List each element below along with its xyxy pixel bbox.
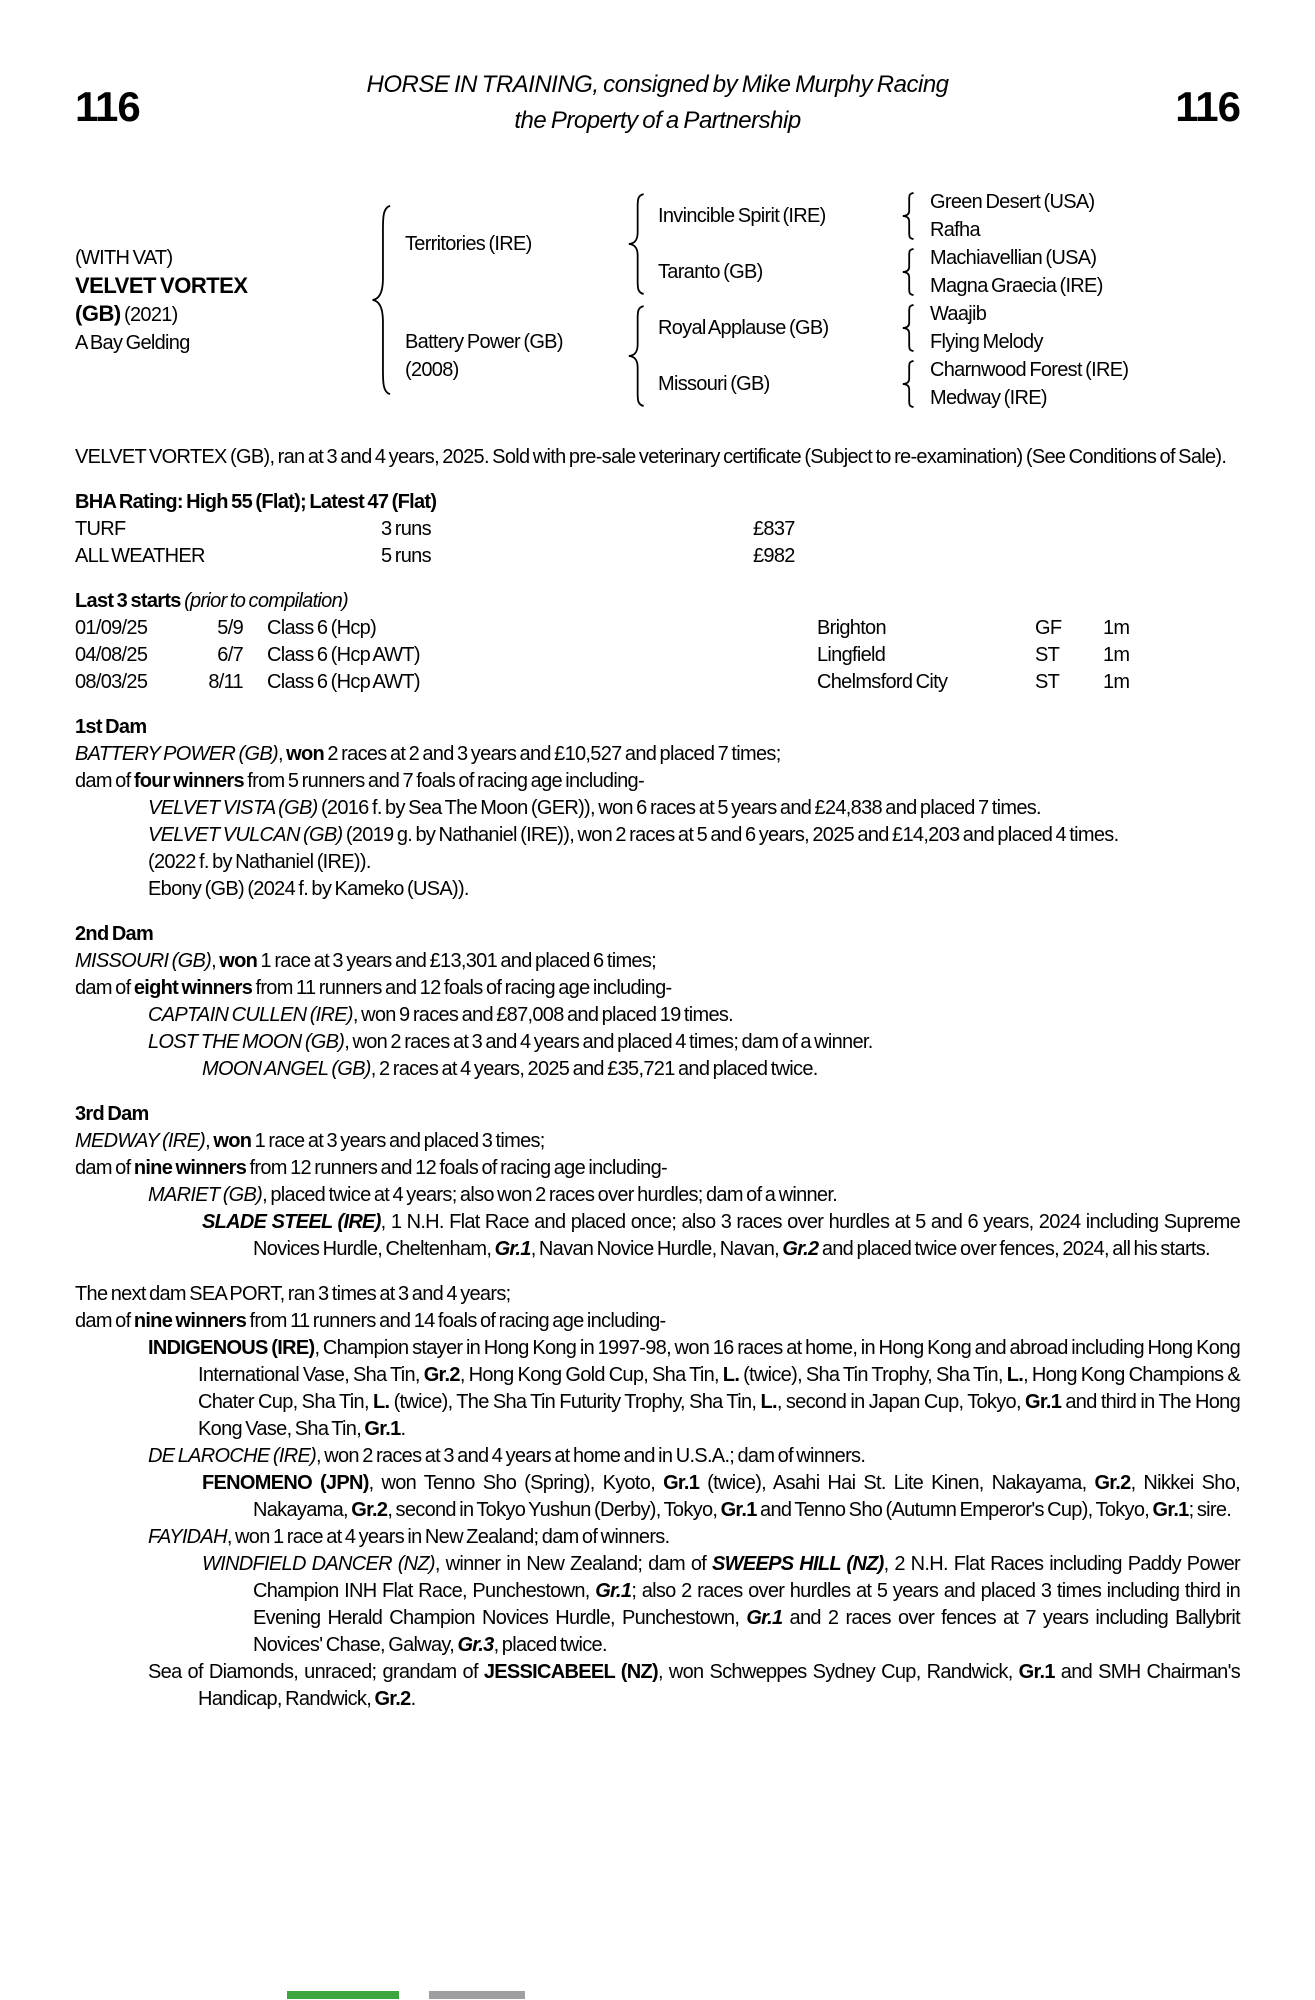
lot-details — [75, 244, 368, 357]
page-header — [75, 60, 1240, 136]
second-dam-heading: 2nd Dam — [75, 923, 154, 945]
progeny-entry: WINDFIELD DANCER (NZ), winner in New Zealand; dam of SWEEPS HILL (NZ), 2 N.H. Flat Races including Paddy Power Champion INH Flat Race, Punchestown, Gr.1; also 2 races over hurdles at 5 years and placed 3 times including third in Evening Herald Champion Novices Hurdle, Punchestown, Gr.1 and 2 races over fences at 7 years including Ballybrit Novices' Chase, Galway, Gr.3, placed twice. — [202, 1553, 1240, 1656]
start-distance: 1m — [1103, 617, 1130, 639]
start-date: 04/08/25 — [75, 644, 148, 666]
horse-description: A Bay Gelding — [75, 331, 190, 354]
dam-year-line: (2008) — [405, 359, 459, 381]
dam-produce-summary: dam of eight winners from 11 runners and 12 foals of racing age including- — [75, 977, 672, 999]
grandsire-name: Invincible Spirit (IRE) — [658, 205, 826, 227]
progeny-entry: (2022 f. by Nathaniel (IRE)). — [148, 851, 371, 873]
start-distance: 1m — [1103, 671, 1130, 693]
dam-produce-summary: dam of nine winners from 12 runners and 12 foals of racing age including- — [75, 1157, 667, 1179]
progeny-entry: FENOMENO (JPN), won Tenno Sho (Spring), Kyoto, Gr.1 (twice), Asahi Hai St. Lite Kinen, Nakayama, Gr.2, Nikkei Sho, Nakayama, Gr.2, second in Tokyo Yushun (Derby), Tokyo, Gr.1 and Tenno Sho (Autumn Emperor's Cup), Tokyo, Gr.1; sire. — [202, 1472, 1240, 1521]
start-race-class: Class 6 (Hcp) — [267, 617, 377, 639]
pedigree-brace-icon — [900, 244, 930, 300]
horse-birth-year: (2021) — [124, 303, 178, 326]
horse-name: VELVET VORTEX — [75, 272, 248, 298]
vat-note: (WITH VAT) — [75, 246, 173, 269]
start-position: 6/7 — [217, 644, 243, 666]
start-race-class: Class 6 (Hcp AWT) — [267, 671, 420, 693]
great-grandparent-name: Waajib — [930, 303, 987, 325]
second-dam-section — [75, 921, 1240, 1083]
next-dam-section — [75, 1281, 1240, 1713]
progeny-entry: MARIET (GB), placed twice at 4 years; also won 2 races over hurdles; dam of a winner. — [148, 1184, 838, 1206]
pedigree-brace-icon — [900, 188, 930, 244]
start-date: 08/03/25 — [75, 671, 148, 693]
property-line: the Property of a Partnership — [514, 107, 801, 134]
progeny-entry: MOON ANGEL (GB), 2 races at 4 years, 2025 and £35,721 and placed twice. — [202, 1058, 818, 1080]
great-grandparent-name: Rafha — [930, 219, 980, 241]
great-grandparent-name: Medway (IRE) — [930, 387, 1047, 409]
dam-race-record: MEDWAY (IRE), won 1 race at 3 years and placed 3 times; — [75, 1130, 545, 1152]
pedigree-brace-icon — [900, 300, 930, 356]
start-date: 01/09/25 — [75, 617, 148, 639]
bottom-green-mark — [287, 1991, 399, 1999]
start-row — [75, 615, 1240, 642]
first-dam-section — [75, 714, 1240, 903]
sale-conditions-note: VELVET VORTEX (GB), ran at 3 and 4 years, 2025. Sold with pre-sale veterinary certificate (Subject to re-examination) (See Conditions of Sale). — [75, 446, 1227, 468]
dam-produce-summary: dam of four winners from 5 runners and 7 foals of racing age including- — [75, 770, 644, 792]
grandsire-name: Royal Applause (GB) — [658, 317, 829, 339]
progeny-entry: VELVET VISTA (GB) (2016 f. by Sea The Moon (GER)), won 6 races at 5 years and £24,838 and placed 7 times. — [148, 797, 1041, 819]
third-dam-heading: 3rd Dam — [75, 1103, 149, 1125]
start-course: Brighton — [817, 617, 886, 639]
progeny-entry: Ebony (GB) (2024 f. by Kameko (USA)). — [148, 878, 469, 900]
start-course: Chelmsford City — [817, 671, 948, 693]
granddam-name: Missouri (GB) — [658, 373, 770, 395]
progeny-entry: Sea of Diamonds, unraced; grandam of JESSICABEEL (NZ), won Schweppes Sydney Cup, Randwick, Gr.1 and SMH Chairman's Handicap, Randwick, Gr.2. — [148, 1661, 1240, 1710]
dam-name — [405, 328, 625, 384]
great-grandparent-name: Machiavellian (USA) — [930, 247, 1097, 269]
great-grandparent-name: Flying Melody — [930, 331, 1043, 353]
great-grandparent-name: Green Desert (USA) — [930, 191, 1095, 213]
progeny-entry: SLADE STEEL (IRE), 1 N.H. Flat Race and placed once; also 3 races over hurdles at 5 and 6 years, 2024 including Supreme Novices Hurdle, Cheltenham, Gr.1, Navan Novice Hurdle, Navan, Gr.2 and placed twice over fences, 2024, all his starts. — [202, 1211, 1241, 1260]
third-dam-section — [75, 1101, 1240, 1263]
bha-rating-section — [75, 489, 1240, 570]
consignor-line: HORSE IN TRAINING, consigned by Mike Murphy Racing — [366, 71, 949, 98]
great-grandparent-name: Magna Graecia (IRE) — [930, 275, 1103, 297]
progeny-entry: DE LAROCHE (IRE), won 2 races at 3 and 4 years at home and in U.S.A.; dam of winners. — [148, 1445, 866, 1467]
horse-origin-year — [75, 300, 368, 329]
start-position: 8/11 — [208, 671, 243, 693]
dam-race-record: BATTERY POWER (GB), won 2 races at 2 and 3 years and £10,527 and placed 7 times; — [75, 743, 781, 765]
surface-label: ALL WEATHER — [75, 545, 205, 567]
earnings-value: £837 — [753, 518, 795, 540]
progeny-entry: FAYIDAH, won 1 race at 4 years in New Zealand; dam of winners. — [148, 1526, 670, 1548]
start-going: ST — [1035, 671, 1060, 693]
granddam-name: Taranto (GB) — [658, 261, 763, 283]
dam-produce-summary: dam of nine winners from 11 runners and 14 foals of racing age including- — [75, 1310, 666, 1332]
earnings-value: £982 — [753, 545, 795, 567]
progeny-entry: LOST THE MOON (GB), won 2 races at 3 and 4 years and placed 4 times; dam of a winner. — [148, 1031, 873, 1053]
first-dam-heading: 1st Dam — [75, 716, 147, 738]
pedigree-table — [75, 188, 1240, 412]
horse-country-suffix: (GB) — [75, 300, 121, 326]
start-row — [75, 669, 1240, 696]
bha-row-turf — [75, 516, 1240, 543]
next-dam-record: The next dam SEA PORT, ran 3 times at 3 and 4 years; — [75, 1283, 511, 1305]
last-starts-section — [75, 588, 1240, 696]
lot-number-right: 116 — [1175, 83, 1240, 130]
progeny-entry: INDIGENOUS (IRE), Champion stayer in Hong Kong in 1997-98, won 16 races at home, in Hong Kong and abroad including Hong Kong International Vase, Sha Tin, Gr.2, Hong Kong Gold Cup, Sha Tin, L. (twice), Sha Tin Trophy, Sha Tin, L., Hong Kong Champions & Chater Cup, Sha Tin, L. (twice), The Sha Tin Futurity Trophy, Sha Tin, L., second in Japan Cup, Tokyo, Gr.1 and third in The Hong Kong Vase, Sha Tin, Gr.1. — [148, 1337, 1241, 1440]
start-race-class: Class 6 (Hcp AWT) — [267, 644, 420, 666]
start-row — [75, 642, 1240, 669]
bottom-gray-mark — [429, 1991, 525, 1999]
pedigree-brace-icon — [368, 188, 405, 412]
bha-rating-heading: BHA Rating: High 55 (Flat); Latest 47 (Flat) — [75, 491, 437, 513]
lot-number-left: 116 — [75, 83, 140, 130]
start-distance: 1m — [1103, 644, 1130, 666]
runs-count: 5 runs — [381, 545, 431, 567]
progeny-entry: VELVET VULCAN (GB) (2019 g. by Nathaniel (IRE)), won 2 races at 5 and 6 years, 2025 and £14,203 and placed 4 times. — [148, 824, 1119, 846]
pedigree-brace-icon — [900, 356, 930, 412]
sire-name: Territories (IRE) — [405, 233, 532, 255]
great-grandparent-name: Charnwood Forest (IRE) — [930, 359, 1129, 381]
start-going: GF — [1035, 617, 1062, 639]
dam-name-line: Battery Power (GB) — [405, 331, 563, 353]
surface-label: TURF — [75, 518, 126, 540]
start-going: ST — [1035, 644, 1060, 666]
last-starts-heading: Last 3 starts (prior to compilation) — [75, 590, 348, 612]
dam-race-record: MISSOURI (GB), won 1 race at 3 years and £13,301 and placed 6 times; — [75, 950, 656, 972]
bha-row-all-weather — [75, 543, 1240, 570]
pedigree-brace-icon — [625, 300, 658, 412]
start-position: 5/9 — [217, 617, 243, 639]
runs-count: 3 runs — [381, 518, 431, 540]
start-course: Lingfield — [817, 644, 886, 666]
pedigree-brace-icon — [625, 188, 658, 300]
progeny-entry: CAPTAIN CULLEN (IRE), won 9 races and £87,008 and placed 19 times. — [148, 1004, 734, 1026]
